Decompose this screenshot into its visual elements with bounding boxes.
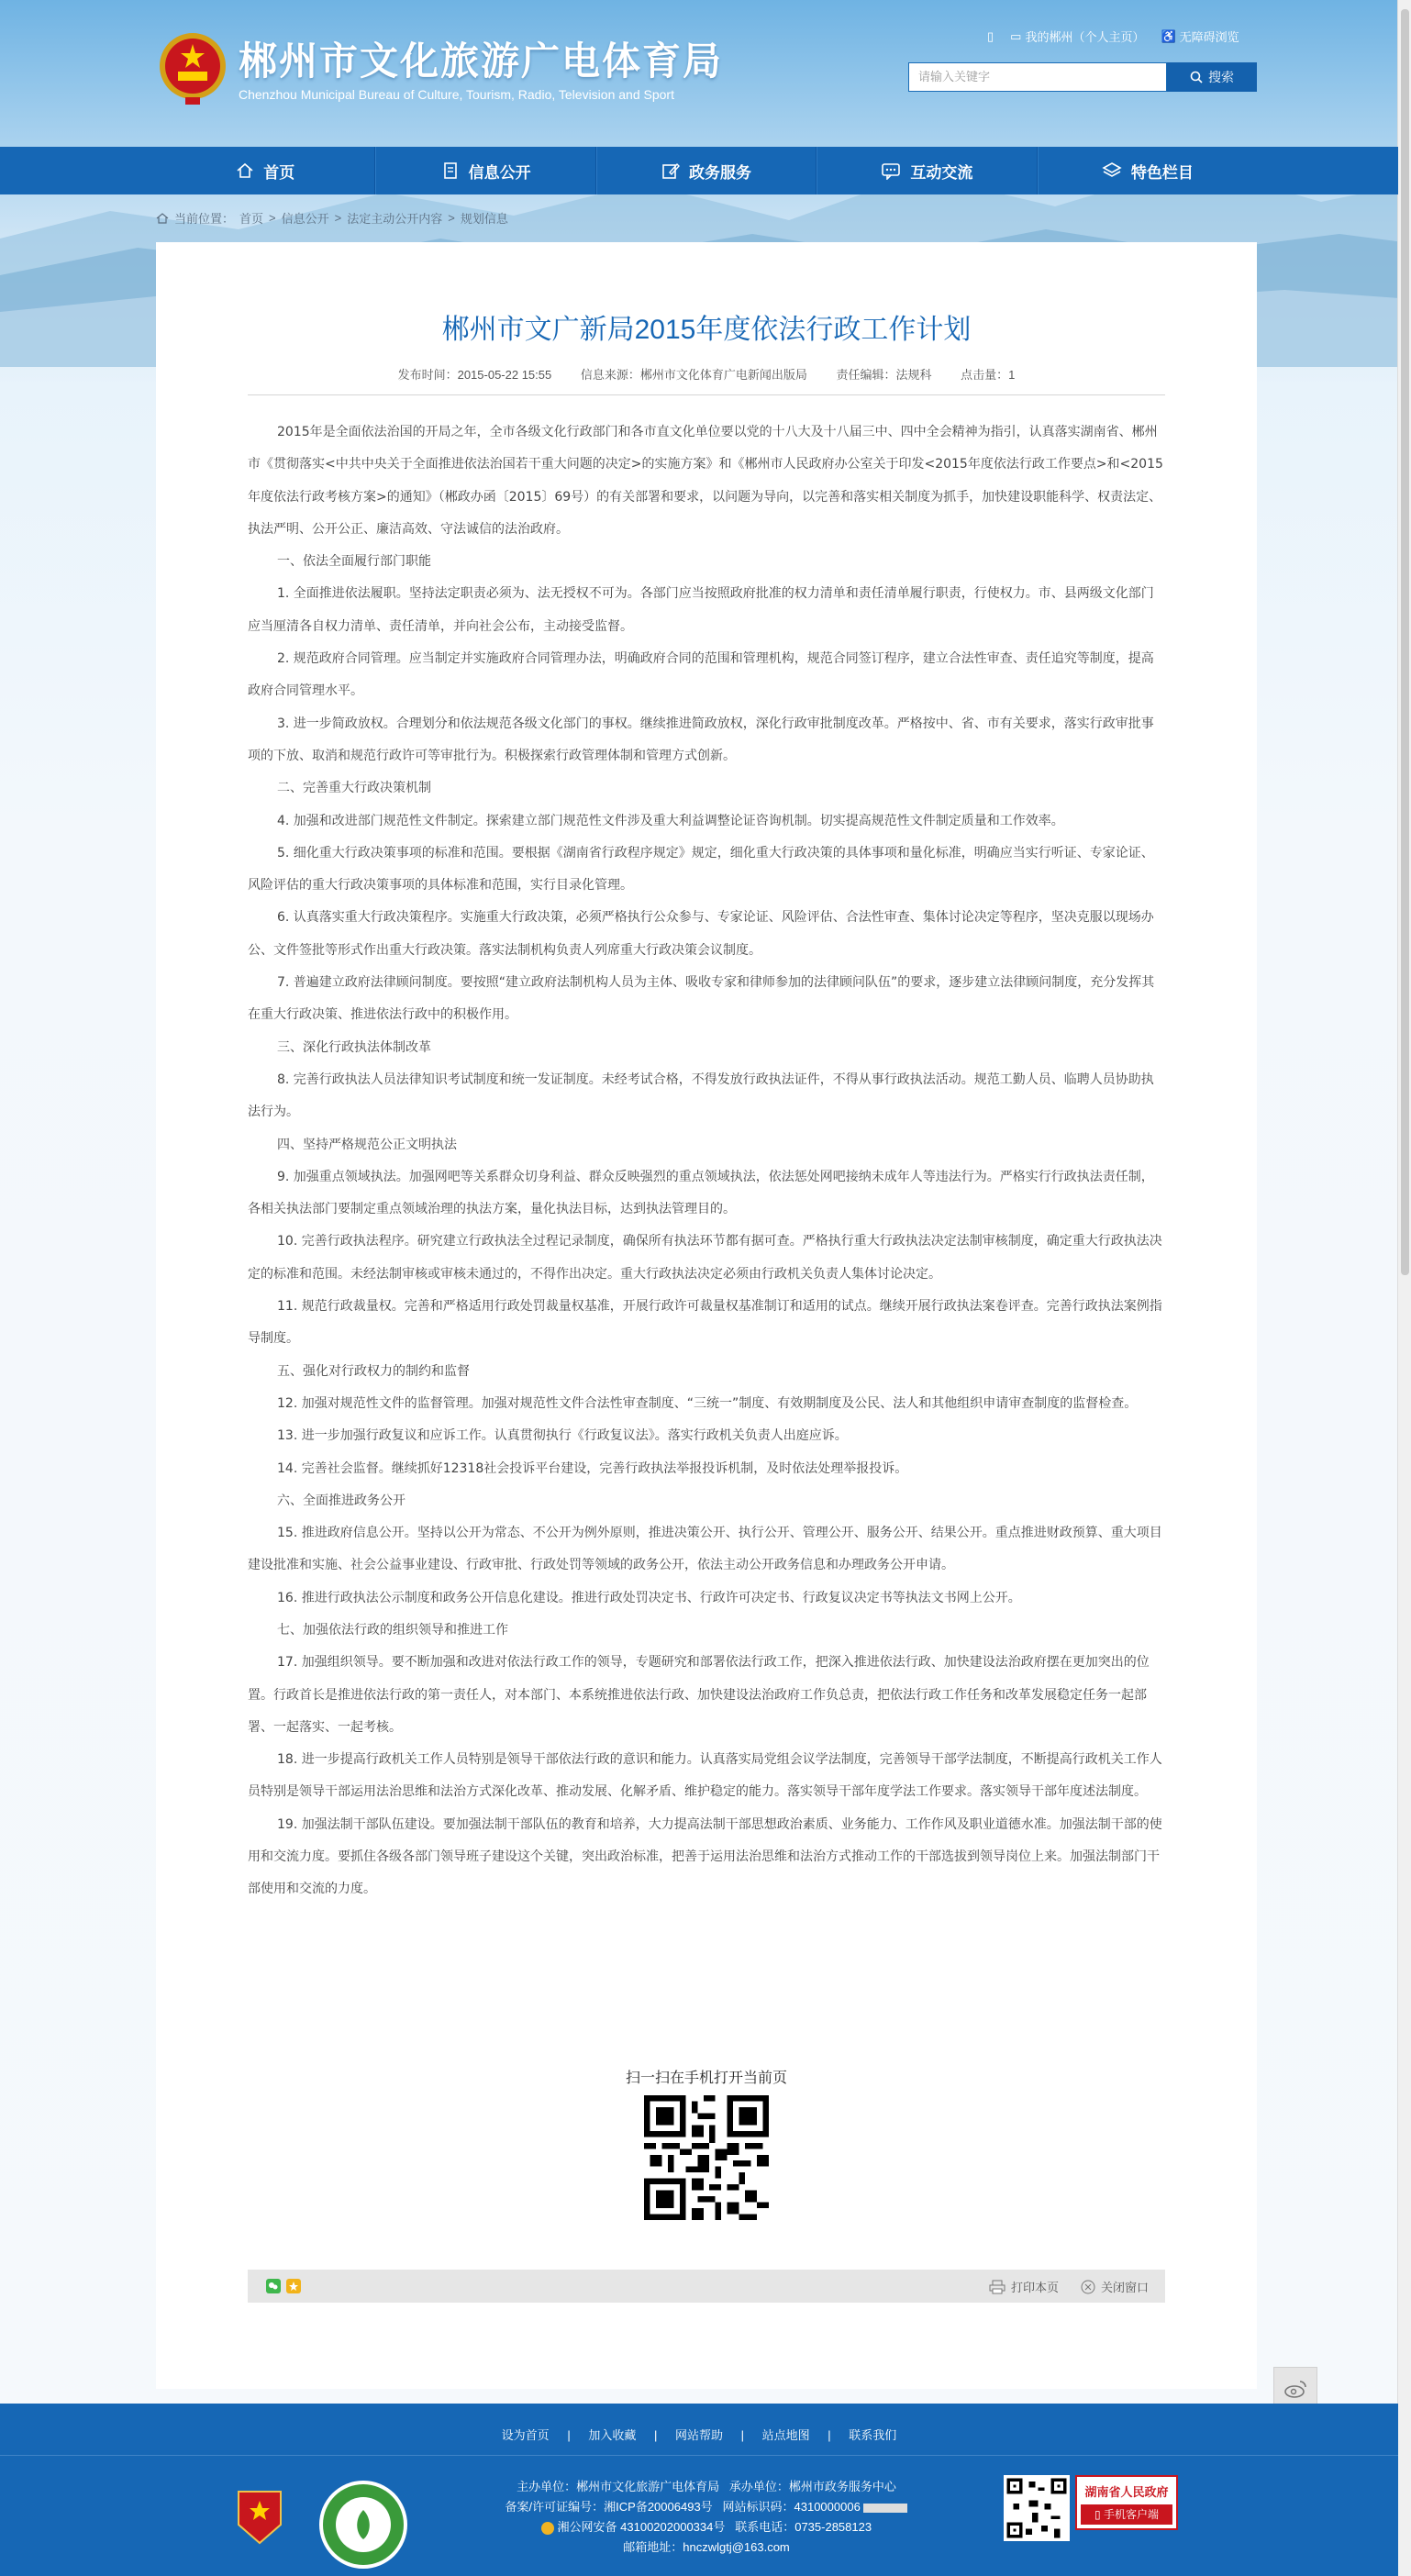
breadcrumb-info-public[interactable]: 信息公开	[281, 212, 329, 226]
section-heading: 一、依法全面履行部门职能	[277, 554, 431, 570]
paragraph: 7. 普遍建立政府法律顾问制度。要按照“建立政府法制机构人员为主体、吸收专家和律师参加的法律顾问队伍”的要求，逐步建立法律顾问制度，充分发挥其在重大行政决策、推进依法行政中的积极作用。	[248, 975, 1155, 1023]
party-gov-badge-icon[interactable]	[235, 2488, 284, 2547]
paragraph: 4. 加强和改进部门规范性文件制定。探索建立部门规范性文件涉及重大利益调整论证咨询机制。切实提高规范性文件制定质量和工作效率。	[277, 813, 1064, 828]
footer-qr-code-icon	[1004, 2475, 1070, 2541]
footer-link-help[interactable]: 网站帮助	[674, 2428, 723, 2442]
footer-links	[0, 2426, 1398, 2443]
footer-link-sitemap[interactable]: 站点地图	[761, 2428, 810, 2442]
section-heading: 四、坚持严格规范公正文明执法	[277, 1137, 457, 1152]
paragraph: 1. 全面推进依法履职。坚持法定职责必须为、法无授权不可为。各部门应当按照政府批准的权力清单和责任清单履行职责，行使权力。市、县两级文化部门应当厘清各自权力清单、责任清单，并向社会公布，主动接受监督。	[248, 586, 1154, 634]
footer-email: 邮箱地址：hnczwlgtj@163.com	[623, 2540, 790, 2554]
qr-caption: 扫一扫在手机打开当前页	[625, 2071, 787, 2086]
breadcrumb-statutory[interactable]: 法定主动公开内容	[347, 212, 443, 226]
home-icon	[236, 161, 254, 180]
search-icon	[1190, 71, 1203, 83]
monitor-icon: ▭	[1010, 28, 1022, 43]
police-badge-icon	[541, 2522, 554, 2535]
nav-item-gov-service[interactable]: 政务服务	[596, 147, 817, 194]
footer-sep: |	[740, 2428, 745, 2442]
site-seal-icon[interactable]	[863, 2504, 907, 2513]
share-icons	[266, 2279, 301, 2293]
breadcrumb-home[interactable]: 首页	[239, 212, 264, 226]
section-heading: 二、完善重大行政决策机制	[277, 781, 431, 796]
paragraph: 6. 认真落实重大行政决策程序。实施重大行政决策，必须严格执行公众参与、专家论证、风险评估、合法性审查、集体讨论决定等程序，坚决克服以现场办公、文件签批等形式作出重大行政决策。落实法制机构负责人列席重大行政决策会议制度。	[248, 910, 1154, 958]
qr-code-icon	[644, 2095, 769, 2220]
weibo-icon	[1283, 2379, 1307, 2399]
footer-icp-line: 备案/许可证编号：湘ICP备20006493号 网站标识码：4310000006	[477, 2497, 936, 2517]
site-subtitle: Chenzhou Municipal Bureau of Culture, Tourism, Radio, Television and Sport	[239, 87, 674, 102]
gov-client-label: ▯ 手机客户端	[1081, 2504, 1172, 2525]
section-heading: 七、加强依法行政的组织领导和推进工作	[277, 1622, 508, 1638]
footer-sep: |	[567, 2428, 571, 2442]
paragraph: 18. 进一步提高行政机关工作人员特别是领导干部依法行政的意识和能力。认真落实局党组会议学法制度，完善领导干部学法制度，不断提高行政机关工作人员特别是领导干部运用法治思维和法治方式深化改革、推动发展、化解矛盾、维护稳定的能力。落实领导干部年度学法工作要求。落实领导干部年度述法制度。	[248, 1752, 1162, 1800]
chat-icon	[881, 161, 901, 180]
home-icon	[156, 212, 169, 225]
section-heading: 五、强化对行政权力的制约和监督	[277, 1363, 470, 1379]
paragraph: 11. 规范行政裁量权。完善和严格适用行政处罚裁量权基准，开展行政许可裁量权基准制订和适用的试点。继续开展行政执法案卷评查。完善行政执法案例指导制度。	[248, 1299, 1162, 1347]
paragraph: 3. 进一步简政放权。合理划分和依法规范各级文化部门的事权。继续推进简政放权，深化行政审批制度改革。严格按中、省、市有关要求，落实行政审批事项的下放、取消和规范行政许可等审批行为。积极探索行政管理体制和管理方式创新。	[248, 716, 1154, 763]
paragraph: 2. 规范政府合同管理。应当制定并实施政府合同管理办法，明确政府合同的范围和管理机构，规范合同签订程序，建立合法性审查、责任追究等制度，提高政府合同管理水平。	[248, 651, 1154, 699]
top-links	[987, 28, 1239, 45]
article-body	[248, 416, 1165, 1906]
paragraph: 12. 加强对规范性文件的监督管理。加强对规范性文件合法性审查制度、“三统一”制度、有效期制度及公民、法人和其他组织申请审查制度的监督检查。	[277, 1395, 1138, 1411]
icp-link[interactable]: 备案/许可证编号：湘ICP备20006493号	[505, 2500, 713, 2514]
national-emblem-icon[interactable]	[156, 29, 229, 106]
mobile-icon[interactable]: ▯	[987, 28, 994, 43]
nav-item-featured[interactable]: 特色栏目	[1038, 147, 1257, 194]
breadcrumb-sep: >	[448, 211, 455, 225]
layers-icon	[1102, 161, 1122, 180]
breadcrumb-planning[interactable]: 规划信息	[460, 212, 508, 226]
accessibility-icon: ♿	[1161, 28, 1176, 43]
site-title[interactable]: 郴州市文化旅游广电体育局	[239, 39, 724, 83]
print-button[interactable]: 打印本页	[989, 2278, 1059, 2295]
breadcrumb-sep: >	[334, 211, 342, 225]
main-nav	[0, 147, 1398, 194]
close-icon	[1081, 2280, 1095, 2294]
qzone-share-icon[interactable]	[286, 2279, 301, 2293]
search-input[interactable]: 请输入关键字	[908, 62, 1167, 92]
paragraph: 14. 完善社会监督。继续抓好12318社会投诉平台建设，完善行政执法举报投诉机制，及时依法处理举报投诉。	[277, 1460, 908, 1476]
hunan-gov-client-badge[interactable]	[1075, 2475, 1178, 2530]
paragraph: 9. 加强重点领域执法。加强网吧等关系群众切身利益、群众反映强烈的重点领域执法，依法惩处网吧接纳未成年人等违法行为。严格实行行政执法责任制，各相关执法部门要制定重点领域治理的执法方案，量化执法目标，达到执法管理目的。	[248, 1169, 1154, 1217]
paragraph: 13. 进一步加强行政复议和应诉工作。认真贯彻执行《行政复议法》。落实行政机关负责人出庭应诉。	[277, 1428, 848, 1444]
scrollbar-thumb[interactable]	[1401, 9, 1409, 1275]
section-heading: 六、全面推进政务公开	[277, 1493, 406, 1508]
footer-link-favorite[interactable]: 加入收藏	[588, 2428, 637, 2442]
nav-item-info-public[interactable]: 信息公开	[375, 147, 595, 194]
wechat-share-icon[interactable]	[266, 2279, 281, 2293]
footer-sep: |	[828, 2428, 831, 2442]
paragraph: 8. 完善行政执法人员法律知识考试制度和统一发证制度。未经考试合格，不得发放行政执法证件，不得从事行政执法活动。规范工勤人员、临聘人员协助执法行为。	[248, 1071, 1154, 1120]
civilized-city-badge-icon[interactable]	[317, 2479, 409, 2570]
site-footer	[0, 2404, 1398, 2576]
paragraph: 17. 加强组织领导。要不断加强和改进对依法行政工作的领导，专题研究和部署依法行政工作，把深入推进依法行政、加快建设法治政府摆在更加突出的位置。行政首长是推进依法行政的第一责任人，对本部门、本系统推进依法行政、加快建设法治政府工作负总责，把依法行政工作任务和改革发展稳定任务一起部署、一起落实、一起考核。	[248, 1655, 1150, 1735]
article-toolbar	[248, 2270, 1165, 2303]
footer-police-line: 湘公网安备 43100202000334号 联系电话：0735-2858123	[477, 2517, 936, 2537]
search-button[interactable]: 搜索	[1167, 62, 1257, 92]
breadcrumb-sep: >	[269, 211, 276, 225]
document-icon	[441, 161, 460, 180]
nav-item-home[interactable]: 首页	[156, 147, 375, 194]
breadcrumb-label: 当前位置：	[174, 212, 235, 226]
gov-name: 湖南省人民政府	[1084, 2485, 1169, 2499]
footer-sep: |	[653, 2428, 658, 2442]
paragraph: 16. 推进行政执法公示制度和政务公开信息化建设。推进行政处罚决定书、行政许可决定书、行政复议决定书等执法文书网上公开。	[277, 1590, 1021, 1605]
nav-item-interaction[interactable]: 互动交流	[817, 147, 1037, 194]
section-heading: 三、深化行政执法体制改革	[277, 1039, 431, 1055]
editor: 责任编辑：法规科	[836, 368, 932, 382]
breadcrumb	[156, 209, 508, 227]
divider	[248, 394, 1165, 395]
toolbar-actions	[989, 2278, 1149, 2295]
my-homepage-link[interactable]: ▭ 我的郴州（个人主页）	[1010, 28, 1145, 44]
publish-time: 发布时间：2015-05-22 15:55	[397, 368, 552, 382]
footer-link-contact[interactable]: 联系我们	[849, 2428, 897, 2442]
footer-divider	[0, 2455, 1398, 2456]
police-link[interactable]: 湘公网安备 43100202000334号	[557, 2520, 726, 2534]
paragraph: 2015年是全面依法治国的开局之年，全市各级文化行政部门和各市直文化单位要以党的十八大及十八届三中、四中全会精神为指引，认真落实湖南省、郴州市《贯彻落实<中共中央关于全面推进依法治国若干重大问题的决定>的实施方案》和《郴州市人民政府办公室关于印发<2015年度依法行政工作要点>和<2015年度依法行政考核方案>的通知》（郴政办函〔2015〕69号）的有关部署和要求，以问题为导向，以完善和落实相关制度为抓手，加快建设职能科学、权责法定、执法严明、公开公正、廉洁高效、守法诚信的法治政府。	[248, 425, 1163, 537]
article-title: 郴州市文广新局2015年度依法行政工作计划	[441, 315, 972, 345]
footer-info	[477, 2477, 936, 2558]
paragraph: 19. 加强法制干部队伍建设。要加强法制干部队伍的教育和培养，大力提高法制干部思想政治素质、业务能力、工作作风及职业道德水准。加强法制干部的使用和交流力度。要抓住各级各部门领导班子建设这个关键，突出政治标准，把善于运用法治思维和法治方式推动工作的干部选拔到领导岗位上来。加强法制部门干部使用和交流的力度。	[248, 1816, 1162, 1897]
accessible-link[interactable]: ♿ 无障碍浏览	[1161, 28, 1239, 44]
article-meta	[156, 365, 1257, 383]
footer-host-line: 主办单位：郴州市文化旅游广电体育局 承办单位：郴州市政务服务中心	[517, 2480, 896, 2493]
footer-link-set-home[interactable]: 设为首页	[501, 2428, 550, 2442]
mobile-icon: ▯	[1094, 2508, 1104, 2521]
printer-icon	[989, 2280, 1005, 2294]
paragraph: 5. 细化重大行政决策事项的标准和范围。要根据《湖南省行政程序规定》规定，细化重大行政决策的具体事项和量化标准，明确应当实行听证、专家论证、风险评估的重大行政决策事项的具体标准和范围，实行目录化管理。	[248, 845, 1154, 894]
page-scrollbar[interactable]	[1397, 0, 1411, 2576]
paragraph: 10. 完善行政执法程序。研究建立行政执法全过程记录制度，确保所有执法环节都有据可查。严格执行重大行政执法决定法制审核制度，确定重大行政执法决定的标准和范围。未经法制审核或审核未通过的，不得作出决定。重大行政执法决定必须由行政机关负责人集体讨论决定。	[248, 1234, 1162, 1282]
click-count: 点击量：1	[961, 368, 1016, 382]
paragraph: 15. 推进政府信息公开。坚持以公开为常态、不公开为例外原则，推进决策公开、执行公开、管理公开、服务公开、结果公开。重点推进财政预算、重大项目建设批准和实施、社会公益事业建设、行政审批、行政处罚等领域的政务公开，依法主动公开政务信息和办理政务公开申请。	[248, 1526, 1162, 1573]
close-window-button[interactable]: 关闭窗口	[1081, 2278, 1149, 2295]
article-panel	[156, 242, 1257, 2389]
info-source: 信息来源：郴州市文化体育广电新闻出版局	[580, 368, 807, 382]
site-header	[0, 0, 1398, 147]
edit-icon	[661, 161, 680, 180]
